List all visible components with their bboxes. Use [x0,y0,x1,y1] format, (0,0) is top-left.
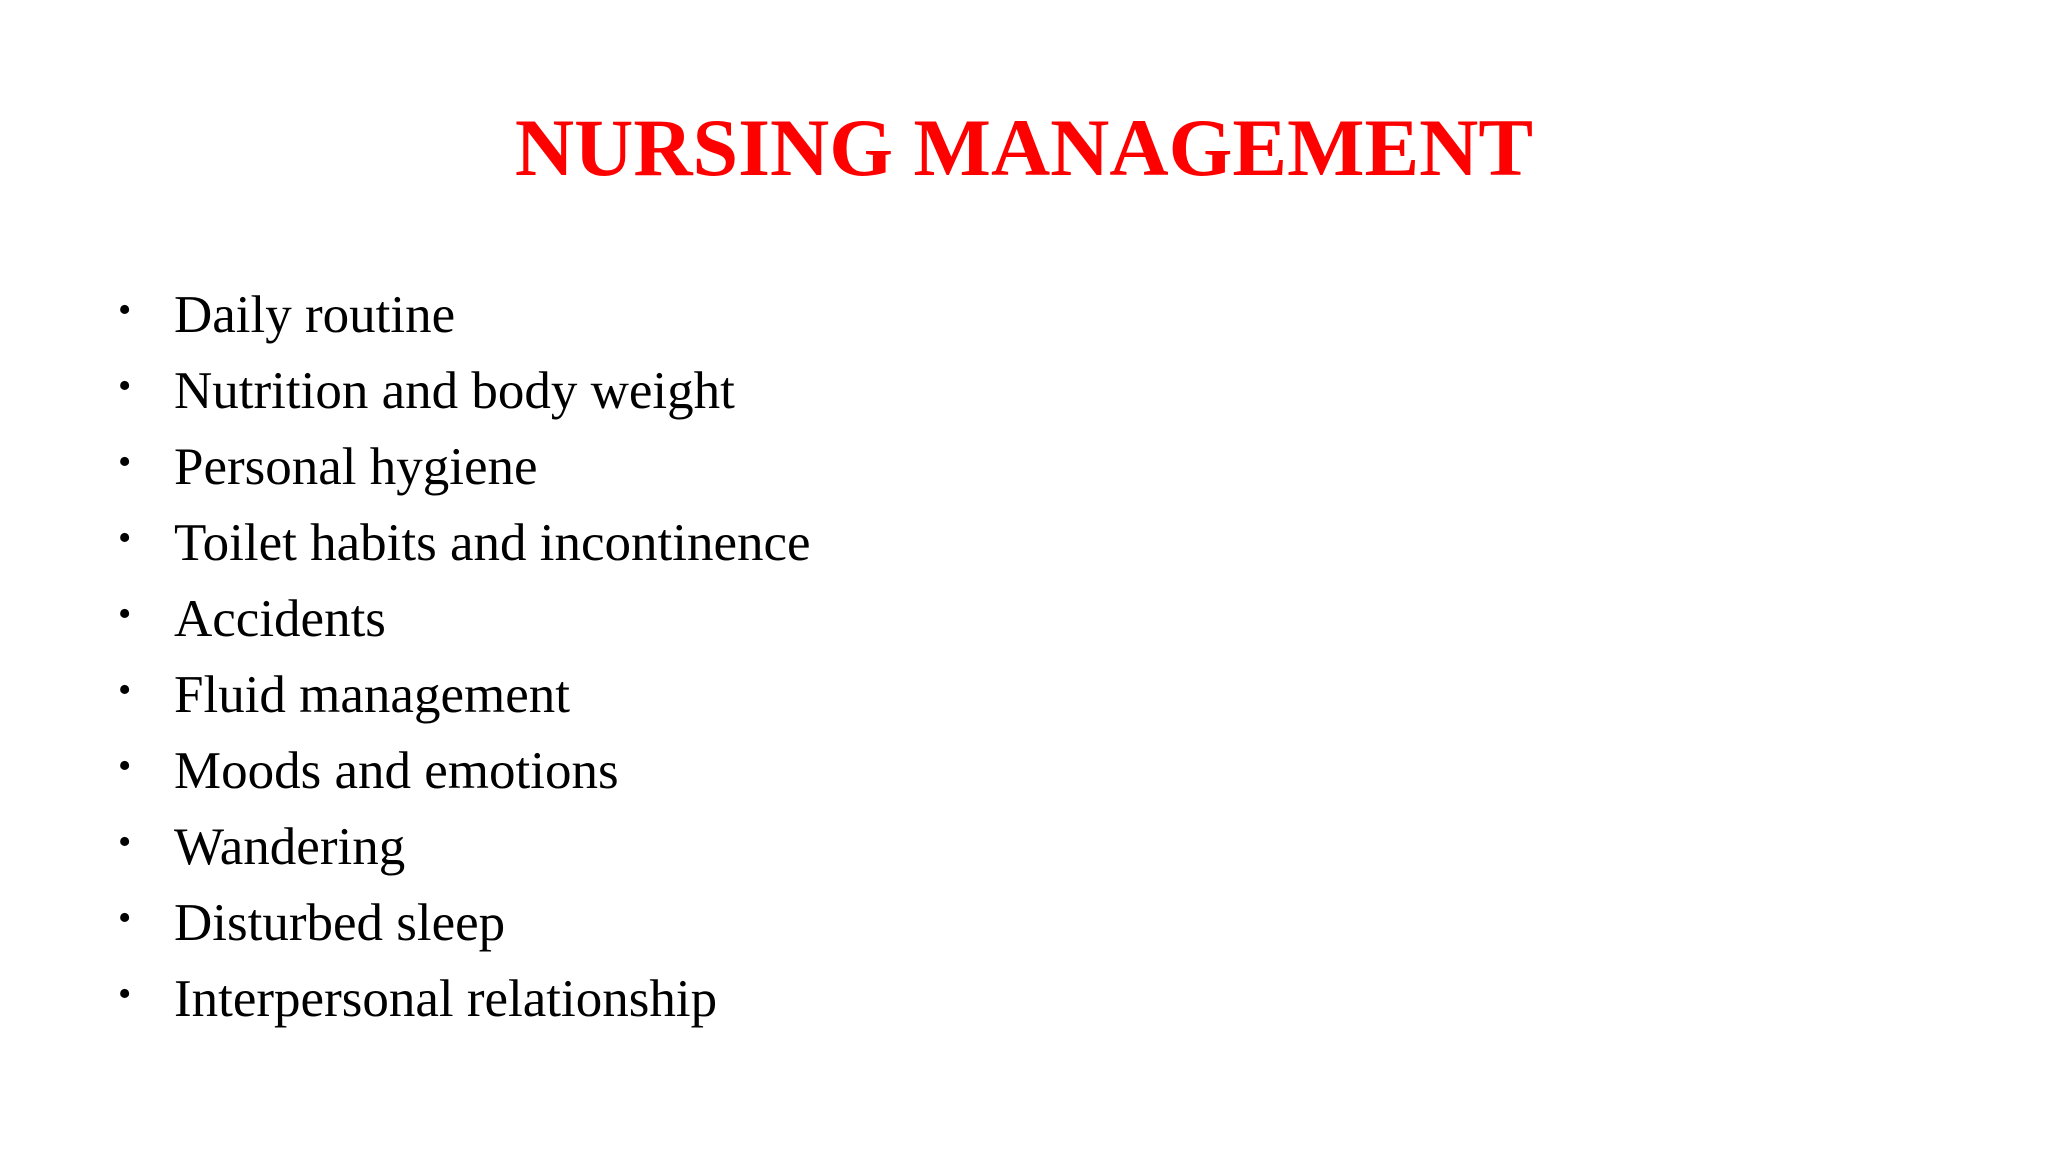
bullet-list [118,277,811,1037]
slide-title: NURSING MANAGEMENT [514,102,1534,193]
list-item-text: Nutrition and body weight [174,362,735,420]
list-item [118,809,811,885]
list-item-text: Disturbed sleep [174,894,506,952]
list-item-text: Toilet habits and incontinence [174,514,811,572]
bullet-icon: • [118,593,132,635]
bullet-icon: • [118,745,132,787]
list-item-text: Daily routine [174,286,456,344]
bullet-icon: • [118,669,132,711]
bullet-icon: • [118,897,132,939]
list-item [118,733,811,809]
list-item-text: Wandering [174,818,406,876]
list-item-text: Moods and emotions [174,742,619,800]
list-item [118,581,811,657]
list-item-text: Fluid management [174,666,570,724]
bullet-icon: • [118,973,132,1015]
bullet-icon: • [118,821,132,863]
list-item [118,429,811,505]
list-item [118,657,811,733]
list-item [118,277,811,353]
list-item [118,505,811,581]
bullet-icon: • [118,289,132,331]
bullet-icon: • [118,517,132,559]
list-item [118,353,811,429]
bullet-icon: • [118,365,132,407]
list-item [118,885,811,961]
list-item-text: Accidents [174,590,386,648]
list-item-text: Personal hygiene [174,438,538,496]
bullet-icon: • [118,441,132,483]
list-item [118,961,811,1037]
list-item-text: Interpersonal relationship [174,970,718,1028]
